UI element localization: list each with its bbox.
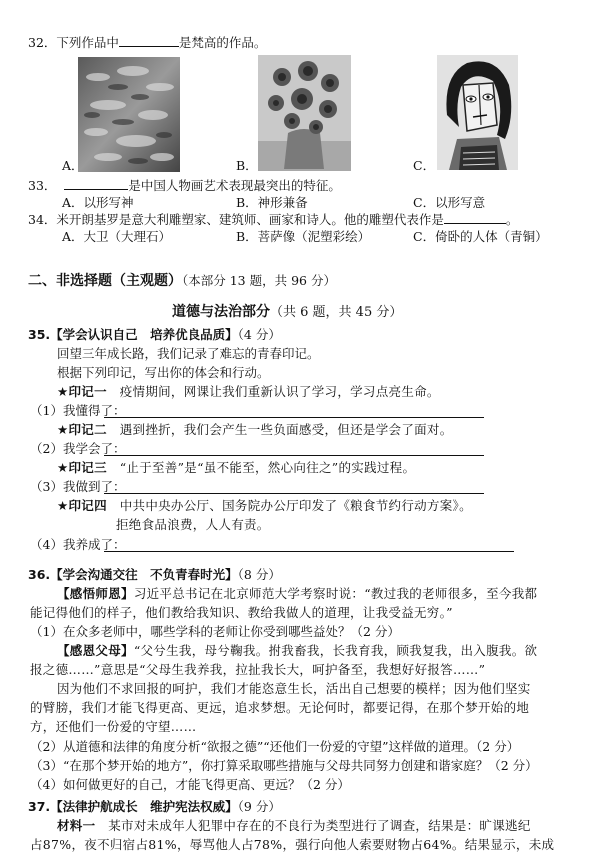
q35-answer-1-label: （1）我懂得了： [30,403,126,418]
q35-answer-3-label: （3）我做到了： [30,479,126,494]
q34-option-c[interactable]: C．倚卧的人体（青铜） [413,229,548,244]
q32-stem: 32．下列作品中 是梵高的作品。 [28,35,267,50]
q35-answer-3-line[interactable] [104,493,484,494]
q33-blank[interactable] [64,178,128,190]
q36-header: 36.【学会沟通交往 不负青春时光】（8 分） [28,567,281,582]
q32-option-c[interactable]: C． [413,158,436,173]
q35-mark-4: ★印记四 中共中央办公厅、国务院办公厅印发了《粮食节约行动方案》。 [57,498,472,513]
q35-answer-2-label: （2）我学会了： [30,441,126,456]
q36-passage-2-line-2: 报之德……”意思是“父母生我养我，拉扯我长大，呵护备至，我想好好报答……” [30,662,486,677]
section2-subheading: 道德与法治部分（共 6 题，共 45 分） [172,304,403,320]
q35-answer-4-line[interactable] [104,551,514,552]
painting-sunflowers [258,55,351,171]
q34-stem: 34．米开朗基罗是意大利雕塑家、建筑师、画家和诗人。他的雕塑代表作是 。 [28,212,519,227]
q37-material-1: 材料一 某市对未成年人犯罪中存在的不良行为类型进行了调查，结果是：旷课逃纪 [57,818,531,833]
q34-option-a[interactable]: A．大卫（大理石） [62,229,172,244]
q35-mark-3: ★印记三 “止于至善”是“虽不能至，然心向往之”的实践过程。 [57,460,416,475]
q35-mark-1: ★印记一 疫情期间，网课让我们重新认识了学习，学习点亮生命。 [57,384,440,399]
q36-subquestion-2: （2）从道德和法律的角度分析“欲报之德”“还他们一份爱的守望”这样做的道理。（2 分） [30,739,520,754]
section2-heading: 二、非选择题（主观题）（本部分 13 题，共 96 分） [28,273,336,289]
q35-mark-4-line-2: 拒绝食品浪费，人人有责。 [116,517,270,532]
q36-passage-1: 【感悟师恩】习近平总书记在北京师范大学考察时说：“教过我的老师很多，至今我都 [57,586,538,601]
q36-subquestion-1: （1）在众多老师中，哪些学科的老师让你受到哪些益处？（2 分） [30,624,400,639]
q35-intro-2: 根据下列印记，写出你的体会和行动。 [57,365,270,380]
q36-passage-2-line-5: 方，还他们一份爱的守望…… [30,719,197,734]
q35-mark-2: ★印记二 遇到挫折，我们会产生一些负面感受，但还是学会了面对。 [57,422,453,437]
q35-answer-2-line[interactable] [104,455,484,456]
q32-blank[interactable] [119,35,179,47]
q36-passage-2-line-4: 的臂膀，我们才能飞得更高、更远，追求梦想。无论何时，都要记得，在那个梦开始的地 [30,700,530,715]
q36-passage-2-line-3: 因为他们不求回报的呵护，我们才能恣意生长，活出自己想要的模样；因为他们坚实 [57,681,531,696]
q36-subquestion-4: （4）如何做更好的自己，才能飞得更高、更远？（2 分） [30,777,350,792]
q36-subquestion-3: （3）“在那个梦开始的地方”，你打算采取哪些措施与父母共同努力创建和谐家庭？（2 分） [30,758,538,773]
q33-option-a[interactable]: A．以形写神 [62,195,134,210]
q36-passage-1-line-2: 能记得他们的样子，他们教给我知识、教给我做人的道理，让我受益无穷。” [30,605,453,620]
q37-header: 37.【法律护航成长 维护宪法权威】（9 分） [28,799,281,814]
q35-intro-1: 回望三年成长路，我们记录了难忘的青春印记。 [57,346,320,361]
q37-material-1-line-2: 占87%，夜不归宿占81%，辱骂他人占78%，强行向他人索要财物占64%。结果显示，未成 [30,837,555,852]
q33-stem: 33． 是中国人物画艺术表现最突出的特征。 [28,178,341,193]
q33-option-b[interactable]: B．神形兼备 [236,195,308,210]
q35-answer-4-label: （4）我养成了： [30,537,126,552]
q36-passage-2: 【感恩父母】“父兮生我，母兮鞠我。拊我畜我，长我育我，顾我复我，出入腹我。欲 [57,643,538,658]
q32-option-b[interactable]: B． [236,158,258,173]
q34-option-b[interactable]: B．菩萨像（泥塑彩绘） [236,229,371,244]
q35-answer-1-line[interactable] [104,417,484,418]
q35-header: 35.【学会认识自己 培养优良品质】（4 分） [28,327,281,342]
painting-cubist-portrait [437,55,518,170]
q34-blank[interactable] [444,212,506,224]
q33-option-c[interactable]: C．以形写意 [413,195,486,210]
painting-water-lilies [78,57,180,172]
q32-option-a[interactable]: A． [62,158,84,173]
